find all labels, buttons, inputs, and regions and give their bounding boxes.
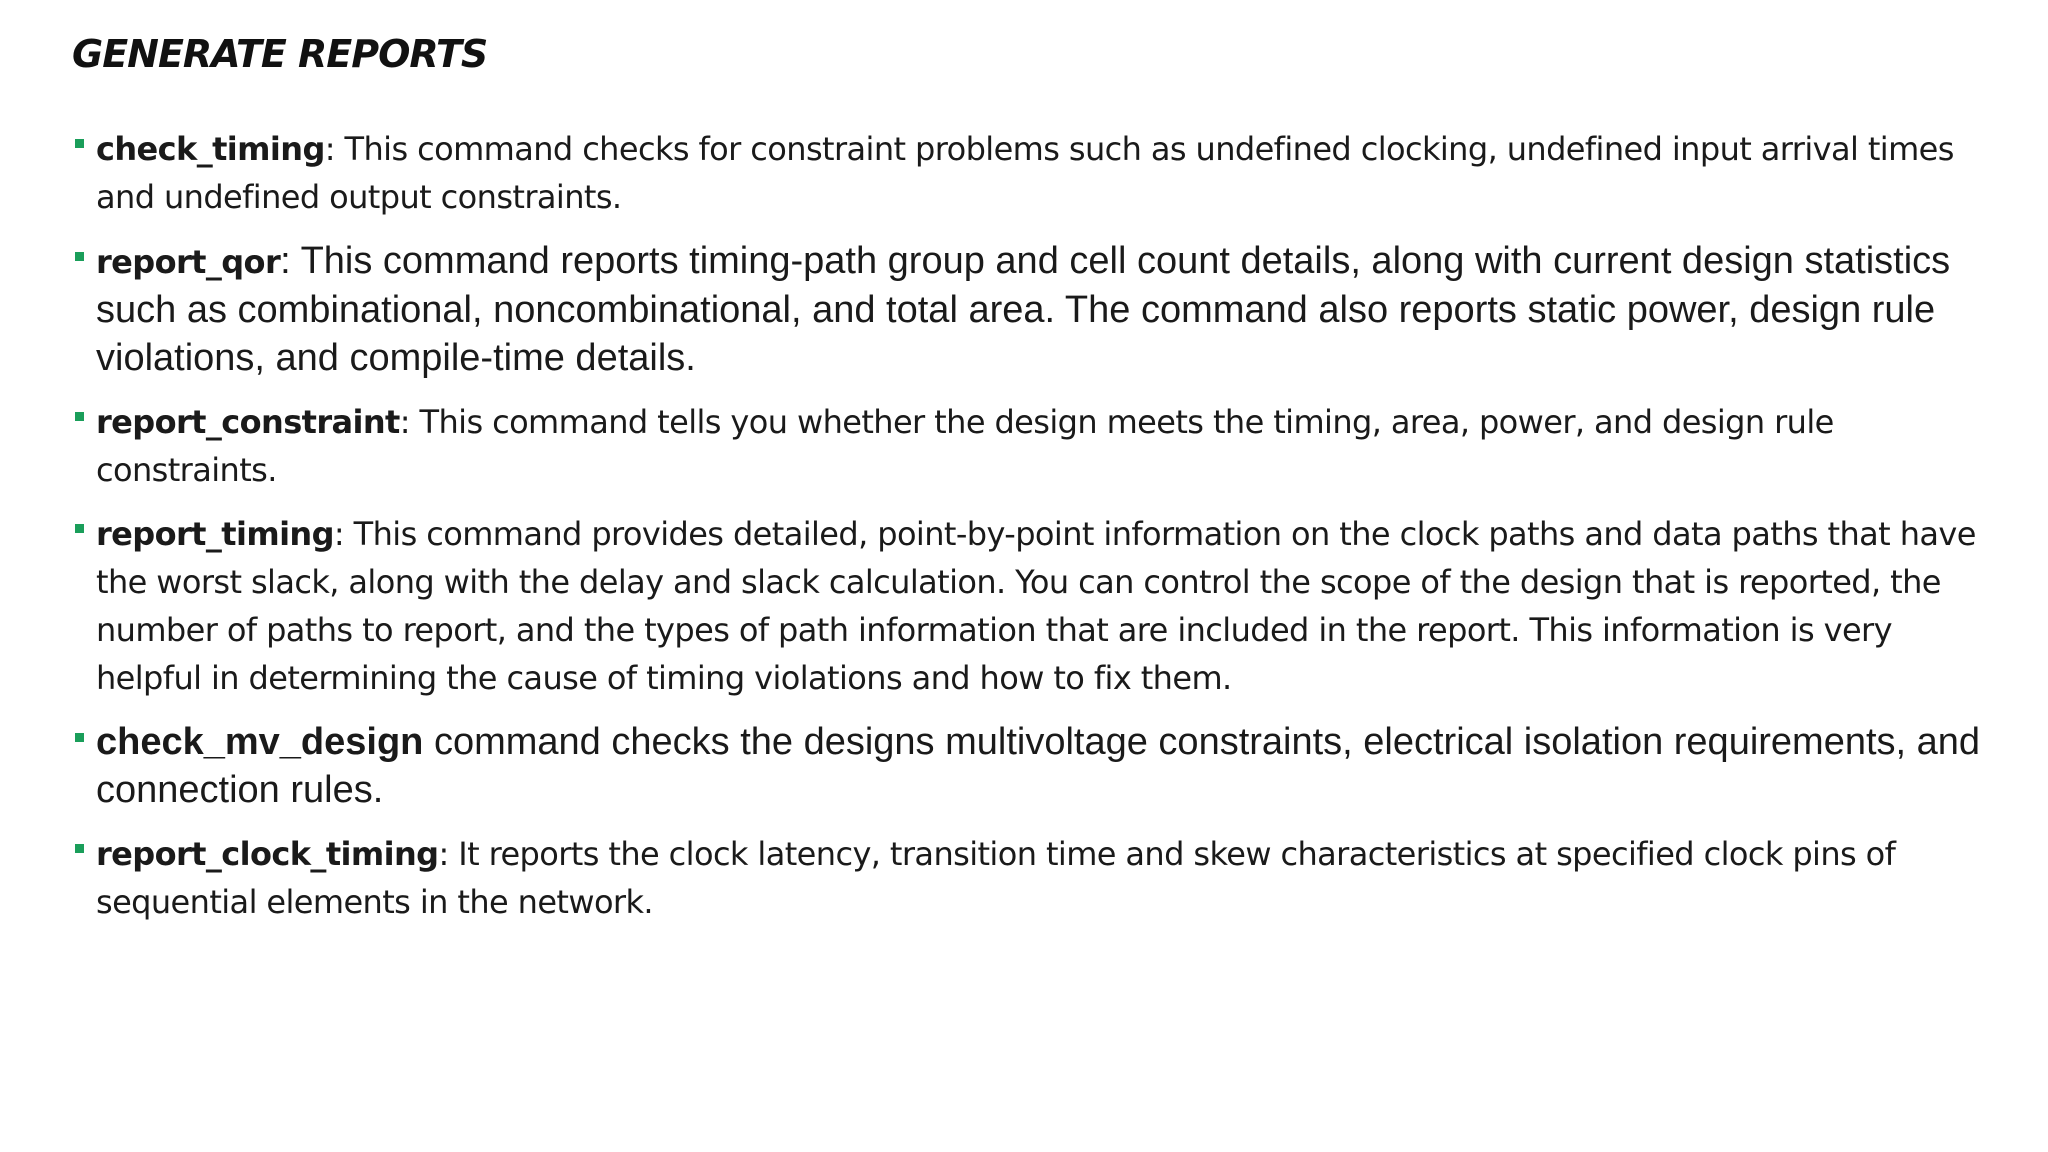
square-bullet-icon	[75, 733, 84, 742]
command-name: report_clock_timing	[96, 835, 439, 873]
command-description: : This command checks for constraint problems such as undefined clocking, undefined input arrival times and undefined output constraints.	[96, 130, 1954, 216]
command-description: : It reports the clock latency, transition time and skew characteristics at specified clock pins of sequential elements in the network.	[96, 835, 1896, 921]
list-item	[72, 830, 2002, 926]
slide-title: GENERATE REPORTS	[72, 32, 488, 76]
square-bullet-icon	[75, 412, 84, 421]
list-item	[72, 237, 2002, 382]
list-item	[72, 125, 2002, 221]
command-description: : This command reports timing-path group and cell count details, along with current design statistics such as combinational, noncombinational, and total area. The command also reports static power, design rule violations, and compile-time details.	[96, 240, 1951, 379]
command-name: check_timing	[96, 130, 325, 168]
list-item	[72, 398, 2002, 494]
command-description: command checks the designs multivoltage constraints, electrical isolation requirements, and connection rules.	[96, 721, 1981, 811]
command-name: report_constraint	[96, 403, 400, 441]
list-item	[72, 718, 2002, 814]
command-name: check_mv_design	[96, 721, 424, 763]
bullet-list	[72, 125, 2002, 942]
command-description: : This command tells you whether the design meets the timing, area, power, and design rule constraints.	[96, 403, 1834, 489]
square-bullet-icon	[75, 844, 84, 853]
square-bullet-icon	[75, 524, 84, 533]
command-name: report_qor	[96, 243, 281, 281]
command-description: : This command provides detailed, point-by-point information on the clock paths and data paths that have the worst slack, along with the delay and slack calculation. You can control the scope of the design that is reported, the number of paths to report, and the types of path information that are included in the report. This information is very helpful in determining the cause of timing violations and how to fix them.	[96, 515, 1976, 697]
list-item	[72, 510, 2002, 702]
square-bullet-icon	[75, 252, 84, 261]
square-bullet-icon	[75, 139, 84, 148]
command-name: report_timing	[96, 515, 334, 553]
